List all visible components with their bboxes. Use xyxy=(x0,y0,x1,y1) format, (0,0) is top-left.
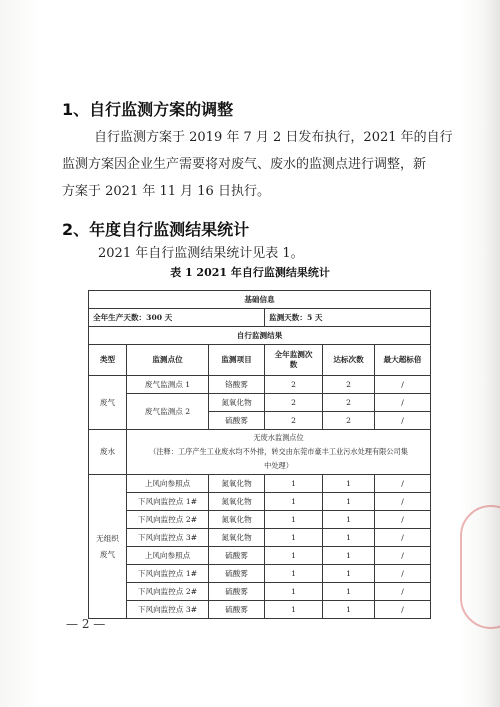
cell-count: 1 xyxy=(265,529,323,547)
cell-count: 2 xyxy=(265,376,323,394)
table-row xyxy=(89,529,431,547)
cell-pass: 1 xyxy=(323,493,375,511)
cell-max: / xyxy=(375,529,431,547)
waste-water-note xyxy=(127,430,431,475)
cell-max: / xyxy=(375,394,431,412)
col-header-point: 监测点位 xyxy=(127,345,209,376)
basic-info-header: 基础信息 xyxy=(89,291,431,309)
section2-intro: 2021 年自行监测结果统计见表 1。 xyxy=(98,246,304,261)
section1-line: 方案于 2021 年 11 月 16 日执行。 xyxy=(62,184,270,199)
type-unorganized-line1: 无组织 xyxy=(96,533,119,543)
cell-item: 硫酸雾 xyxy=(209,412,265,430)
cell-count: 1 xyxy=(265,475,323,493)
cell-max: / xyxy=(375,565,431,583)
col-header-count-line2: 数 xyxy=(289,360,298,369)
table-header-row xyxy=(89,345,431,376)
cell-max: / xyxy=(375,475,431,493)
table-row xyxy=(89,327,431,345)
col-header-pass: 达标次数 xyxy=(323,345,375,376)
table-row xyxy=(89,493,431,511)
cell-pass: 1 xyxy=(323,547,375,565)
monitoring-days: 监测天数：5 天 xyxy=(265,309,431,327)
type-unorganized-gas xyxy=(89,475,127,619)
cell-pass: 1 xyxy=(323,583,375,601)
cell-item: 硫酸雾 xyxy=(209,601,265,619)
results-header: 自行监测结果 xyxy=(89,327,431,345)
cell-item: 氮氧化物 xyxy=(209,511,265,529)
section2-heading: 2、年度自行监测结果统计 xyxy=(62,220,250,239)
cell-point: 上风向参照点 xyxy=(127,475,209,493)
cell-point: 下风向监控点 3# xyxy=(127,529,209,547)
waste-water-note-line: （注释：工序产生工业废水均不外排，转交由东莞市豪丰工业污水处理有限公司集 xyxy=(149,447,408,456)
table-row xyxy=(89,394,431,412)
cell-pass: 1 xyxy=(323,529,375,547)
section1-heading: 1、自行监测方案的调整 xyxy=(62,100,234,119)
table-row xyxy=(89,565,431,583)
cell-count: 1 xyxy=(265,583,323,601)
section1-paragraph xyxy=(62,124,452,205)
page-number: — 2 — xyxy=(66,617,106,631)
col-header-max: 最大超标倍 xyxy=(375,345,431,376)
col-header-item: 监测项目 xyxy=(209,345,265,376)
cell-item: 硫酸雾 xyxy=(209,565,265,583)
cell-pass: 1 xyxy=(323,601,375,619)
waste-water-note-line: 无废水监测点位 xyxy=(253,433,304,442)
table-row xyxy=(89,511,431,529)
table-row xyxy=(89,601,431,619)
cell-point: 废气监测点 1 xyxy=(127,376,209,394)
cell-point: 下风向监控点 2# xyxy=(127,511,209,529)
section1-line: 监测方案因企业生产需要将对废气、废水的监测点进行调整，新 xyxy=(62,157,427,172)
col-header-type: 类型 xyxy=(89,345,127,376)
waste-water-note-line: 中处理） xyxy=(264,461,293,470)
cell-item: 氮氧化物 xyxy=(209,493,265,511)
cell-count: 2 xyxy=(265,412,323,430)
cell-point: 下风向监控点 2# xyxy=(127,583,209,601)
cell-max: / xyxy=(375,583,431,601)
cell-count: 1 xyxy=(265,565,323,583)
cell-max: / xyxy=(375,511,431,529)
cell-count: 1 xyxy=(265,601,323,619)
cell-max: / xyxy=(375,493,431,511)
cell-pass: 2 xyxy=(323,376,375,394)
table-row xyxy=(89,430,431,475)
table-row xyxy=(89,291,431,309)
production-days: 全年生产天数：300 天 xyxy=(89,309,265,327)
section1-line: 自行监测方案于 2019 年 7 月 2 日发布执行，2021 年的自行 xyxy=(94,130,453,145)
cell-pass: 2 xyxy=(323,394,375,412)
cell-max: / xyxy=(375,547,431,565)
cell-max: / xyxy=(375,601,431,619)
cell-count: 1 xyxy=(265,547,323,565)
table-row xyxy=(89,547,431,565)
table-row xyxy=(89,475,431,493)
cell-point: 下风向监控点 3# xyxy=(127,601,209,619)
type-waste-water: 废水 xyxy=(89,430,127,475)
cell-pass: 1 xyxy=(323,565,375,583)
cell-item: 硫酸雾 xyxy=(209,547,265,565)
cell-item: 氮氧化物 xyxy=(209,529,265,547)
cell-count: 2 xyxy=(265,394,323,412)
cell-pass: 1 xyxy=(323,511,375,529)
cell-max: / xyxy=(375,412,431,430)
cell-item: 氮氧化物 xyxy=(209,394,265,412)
monitoring-results-table xyxy=(88,290,431,619)
col-header-count-line1: 全年监测次 xyxy=(274,350,313,359)
table-caption: 表 1 2021 年自行监测结果统计 xyxy=(170,266,330,279)
col-header-count xyxy=(265,345,323,376)
type-waste-gas: 废气 xyxy=(89,376,127,430)
cell-max: / xyxy=(375,376,431,394)
cell-pass: 1 xyxy=(323,475,375,493)
cell-item: 铬酸雾 xyxy=(209,376,265,394)
cell-point: 上风向参照点 xyxy=(127,547,209,565)
cell-point: 下风向监控点 1# xyxy=(127,493,209,511)
cell-point: 废气监测点 2 xyxy=(127,394,209,430)
cell-pass: 2 xyxy=(323,412,375,430)
cell-count: 1 xyxy=(265,511,323,529)
table-row xyxy=(89,309,431,327)
table-row xyxy=(89,376,431,394)
cell-count: 1 xyxy=(265,493,323,511)
cell-item: 硫酸雾 xyxy=(209,583,265,601)
red-seal-stamp xyxy=(460,505,500,629)
table-row xyxy=(89,583,431,601)
cell-item: 氮氧化物 xyxy=(209,475,265,493)
type-unorganized-line2: 废气 xyxy=(99,549,116,559)
cell-point: 下风向监控点 1# xyxy=(127,565,209,583)
